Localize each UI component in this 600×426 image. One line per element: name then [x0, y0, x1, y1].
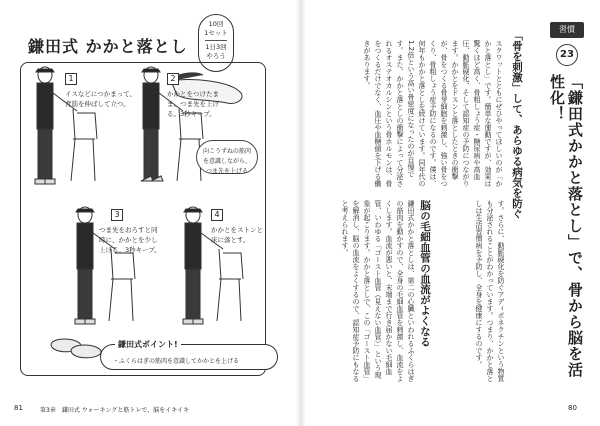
frequency-cta: やろう: [206, 52, 226, 60]
subheading-bone: 「骨を刺激」して、あらゆる病気を防ぐ: [511, 30, 523, 219]
kamata-point-box: [100, 340, 278, 370]
step-2-text: かかとをつけたま ま、つま先を上げ る。3秒キープ。: [167, 90, 219, 118]
point-title: 鎌田式ポイント!: [115, 339, 181, 350]
chapter-footer: 第3章 鎌田式 ウォーキングと筋トレで、脳をイキイキ: [40, 407, 190, 414]
page-number-left: 81: [14, 404, 23, 412]
feet-closeup-illustration: [51, 339, 101, 358]
subheading-brain: 脳の毛細血管の血流がよくなる: [419, 200, 431, 347]
frequency-reps: 10回: [208, 20, 224, 28]
body-text-2: 鎌田式かかと落としは、第二の心臓といわれるふくらはぎの筋肉を動かすので、全身の毛細血管を刺激し、血流をよくします。血流が悪いと、末端まで行き届かない毛細血管、いわゆる「ゴースト血管（見えない血管）」という現象が起こります。かかと落としで、この「ゴースト血管」を解消し、脳の血流をよくするので、認知症予防にもなると考えられます。: [341, 200, 415, 382]
step-4-number: 4: [211, 209, 223, 221]
habit-number: 23: [556, 44, 578, 66]
exercise-illustration: [21, 63, 267, 377]
step-2-number: 2: [167, 73, 179, 85]
body-text-3: す。さらに、動脈硬化を防ぐアディポネクチンという物質も分泌されることがわかっています。つまり、かかと落としは生活習慣病を予防し、全身を健康にするのです。: [475, 200, 505, 382]
step-1-text: イスなどにつかまって、 背筋を伸ばして立つ。: [65, 90, 137, 108]
page-headline: 「鎌田式かかと落とし」で、骨から脳を活性化！: [548, 74, 584, 378]
page-gutter: [296, 0, 306, 426]
body-text-1: スクワットとともにぜひやってほしいのが「かかと落とし」です。簡単な運動ですが、効果は驚くほど高く、骨粗しょう症・糖尿病や高血圧、動脈硬化、そして認知症の予防につながります。かかとをドスンと落としたときの衝撃が、骨をつくる骨芽細胞を刺激し、強い骨をつくり、骨粗しょう症予防になるのです。僕は、何年もかかと落としを続けています。同年代の1.2倍という高い骨密度になったのが自慢です。また、かかと落としの衝撃によって分泌されるオステオカルシンという骨ホルモンは、骨をつくるだけでなく、血圧や血糖値を下げる働きがあります。: [363, 40, 503, 187]
step-4-text: かかとをストンと 床に落とす。: [211, 226, 263, 244]
exercise-title: 鎌田式 かかと落とし: [28, 37, 188, 56]
frequency-daily: 1日3回: [205, 43, 227, 51]
step-3-text: つま先をおろすと同 時に、かかとを少し 上げる。3秒キープ。: [99, 226, 161, 254]
point-text: ・ふくらはぎの筋肉を意識してかかとを上げる: [113, 358, 240, 365]
habit-tag: 習慣: [550, 22, 584, 38]
frequency-set: 1セット: [204, 29, 228, 37]
shin-muscle-callout: 向こうずねの筋肉 を意識しながら、 つま先を上げる: [196, 140, 258, 174]
exercise-illustration-box: [20, 62, 266, 376]
step-3-number: 3: [111, 209, 123, 221]
page-number-right: 80: [568, 404, 577, 412]
step-1-number: 1: [65, 73, 77, 85]
